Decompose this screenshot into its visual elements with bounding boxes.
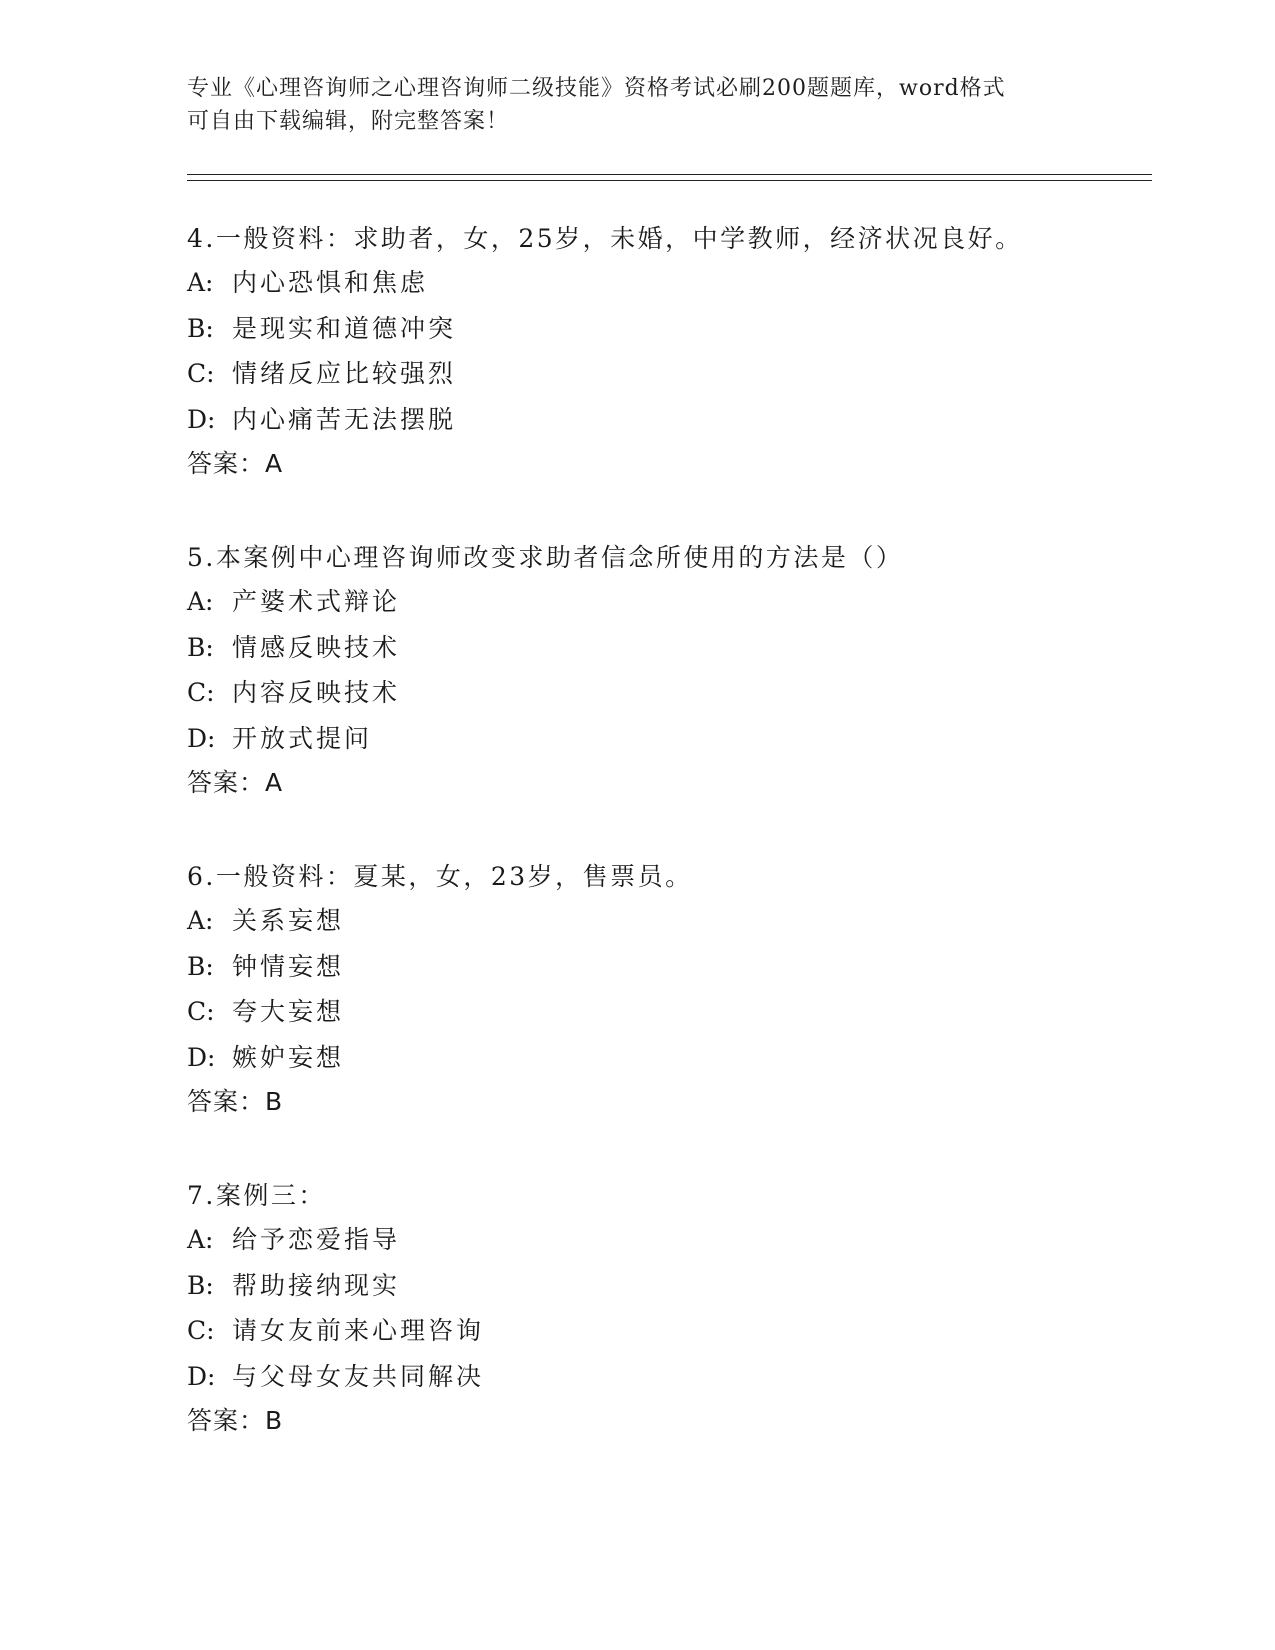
option-text: 内心恐惧和焦虑 (232, 268, 429, 297)
option-letter: D: (187, 1042, 216, 1072)
option-c (187, 670, 1147, 716)
option-text: 钟情妄想 (232, 951, 345, 981)
option-letter: C: (187, 359, 215, 388)
option-text: 帮助接纳现实 (232, 1270, 401, 1300)
option-letter: D: (187, 723, 216, 753)
option-text: 给予恋爱指导 (232, 1225, 401, 1254)
option-letter: B: (187, 632, 214, 662)
option-b (187, 944, 1147, 990)
answer-line: 答案：A (187, 449, 284, 478)
option-text: 与父母女友共同解决 (232, 1361, 485, 1391)
option-letter: B: (187, 313, 214, 343)
question-stem: 5.本案例中心理咨询师改变求助者信念所使用的方法是（） (187, 543, 904, 572)
option-letter: A: (187, 906, 214, 935)
option-a (187, 260, 1147, 306)
option-text: 关系妄想 (232, 906, 345, 935)
option-letter: A: (187, 268, 214, 297)
option-text: 情感反映技术 (232, 632, 401, 662)
header-divider-bottom (187, 180, 1152, 181)
header-line-2: 可自由下载编辑，附完整答案！ (187, 109, 510, 134)
option-letter: B: (187, 1270, 214, 1300)
option-letter: C: (187, 678, 215, 707)
option-text: 开放式提问 (232, 723, 373, 753)
question-6 (187, 856, 1147, 1175)
option-c (187, 989, 1147, 1035)
option-d (187, 397, 1147, 443)
option-b (187, 306, 1147, 352)
option-d (187, 716, 1147, 762)
question-stem: 4.一般资料：求助者，女，25岁，未婚，中学教师，经济状况良好。 (187, 224, 1023, 253)
option-a (187, 1217, 1147, 1263)
question-4 (187, 218, 1147, 537)
option-c (187, 351, 1147, 397)
option-letter: A: (187, 1225, 214, 1254)
option-text: 内容反映技术 (232, 678, 401, 707)
answer-line: 答案：B (187, 1406, 284, 1435)
option-text: 请女友前来心理咨询 (232, 1316, 485, 1345)
option-text: 产婆术式辩论 (232, 587, 401, 616)
option-letter: D: (187, 404, 216, 434)
question-7 (187, 1175, 1147, 1494)
option-d (187, 1354, 1147, 1400)
option-b (187, 1263, 1147, 1309)
answer-line: 答案：A (187, 768, 284, 797)
question-stem: 6.一般资料：夏某，女，23岁，售票员。 (187, 862, 693, 891)
answer-line: 答案：B (187, 1087, 284, 1116)
header-line-1: 专业《心理咨询师之心理咨询师二级技能》资格考试必刷200题题库，word格式 (187, 76, 1006, 101)
question-stem: 7.案例三： (187, 1181, 326, 1210)
option-d (187, 1035, 1147, 1081)
option-b (187, 625, 1147, 671)
option-letter: B: (187, 951, 214, 981)
option-c (187, 1308, 1147, 1354)
question-list (187, 218, 1147, 1494)
option-a (187, 579, 1147, 625)
option-text: 内心痛苦无法摆脱 (232, 404, 457, 434)
question-5 (187, 537, 1147, 856)
option-text: 夸大妄想 (232, 997, 345, 1026)
header-divider-top (187, 174, 1152, 175)
option-text: 是现实和道德冲突 (232, 313, 457, 343)
option-text: 情绪反应比较强烈 (232, 359, 457, 388)
option-a (187, 898, 1147, 944)
option-letter: D: (187, 1361, 216, 1391)
option-letter: C: (187, 1316, 215, 1345)
option-letter: C: (187, 997, 215, 1026)
option-letter: A: (187, 587, 214, 616)
document-header (187, 72, 1067, 138)
option-text: 嫉妒妄想 (232, 1042, 345, 1072)
